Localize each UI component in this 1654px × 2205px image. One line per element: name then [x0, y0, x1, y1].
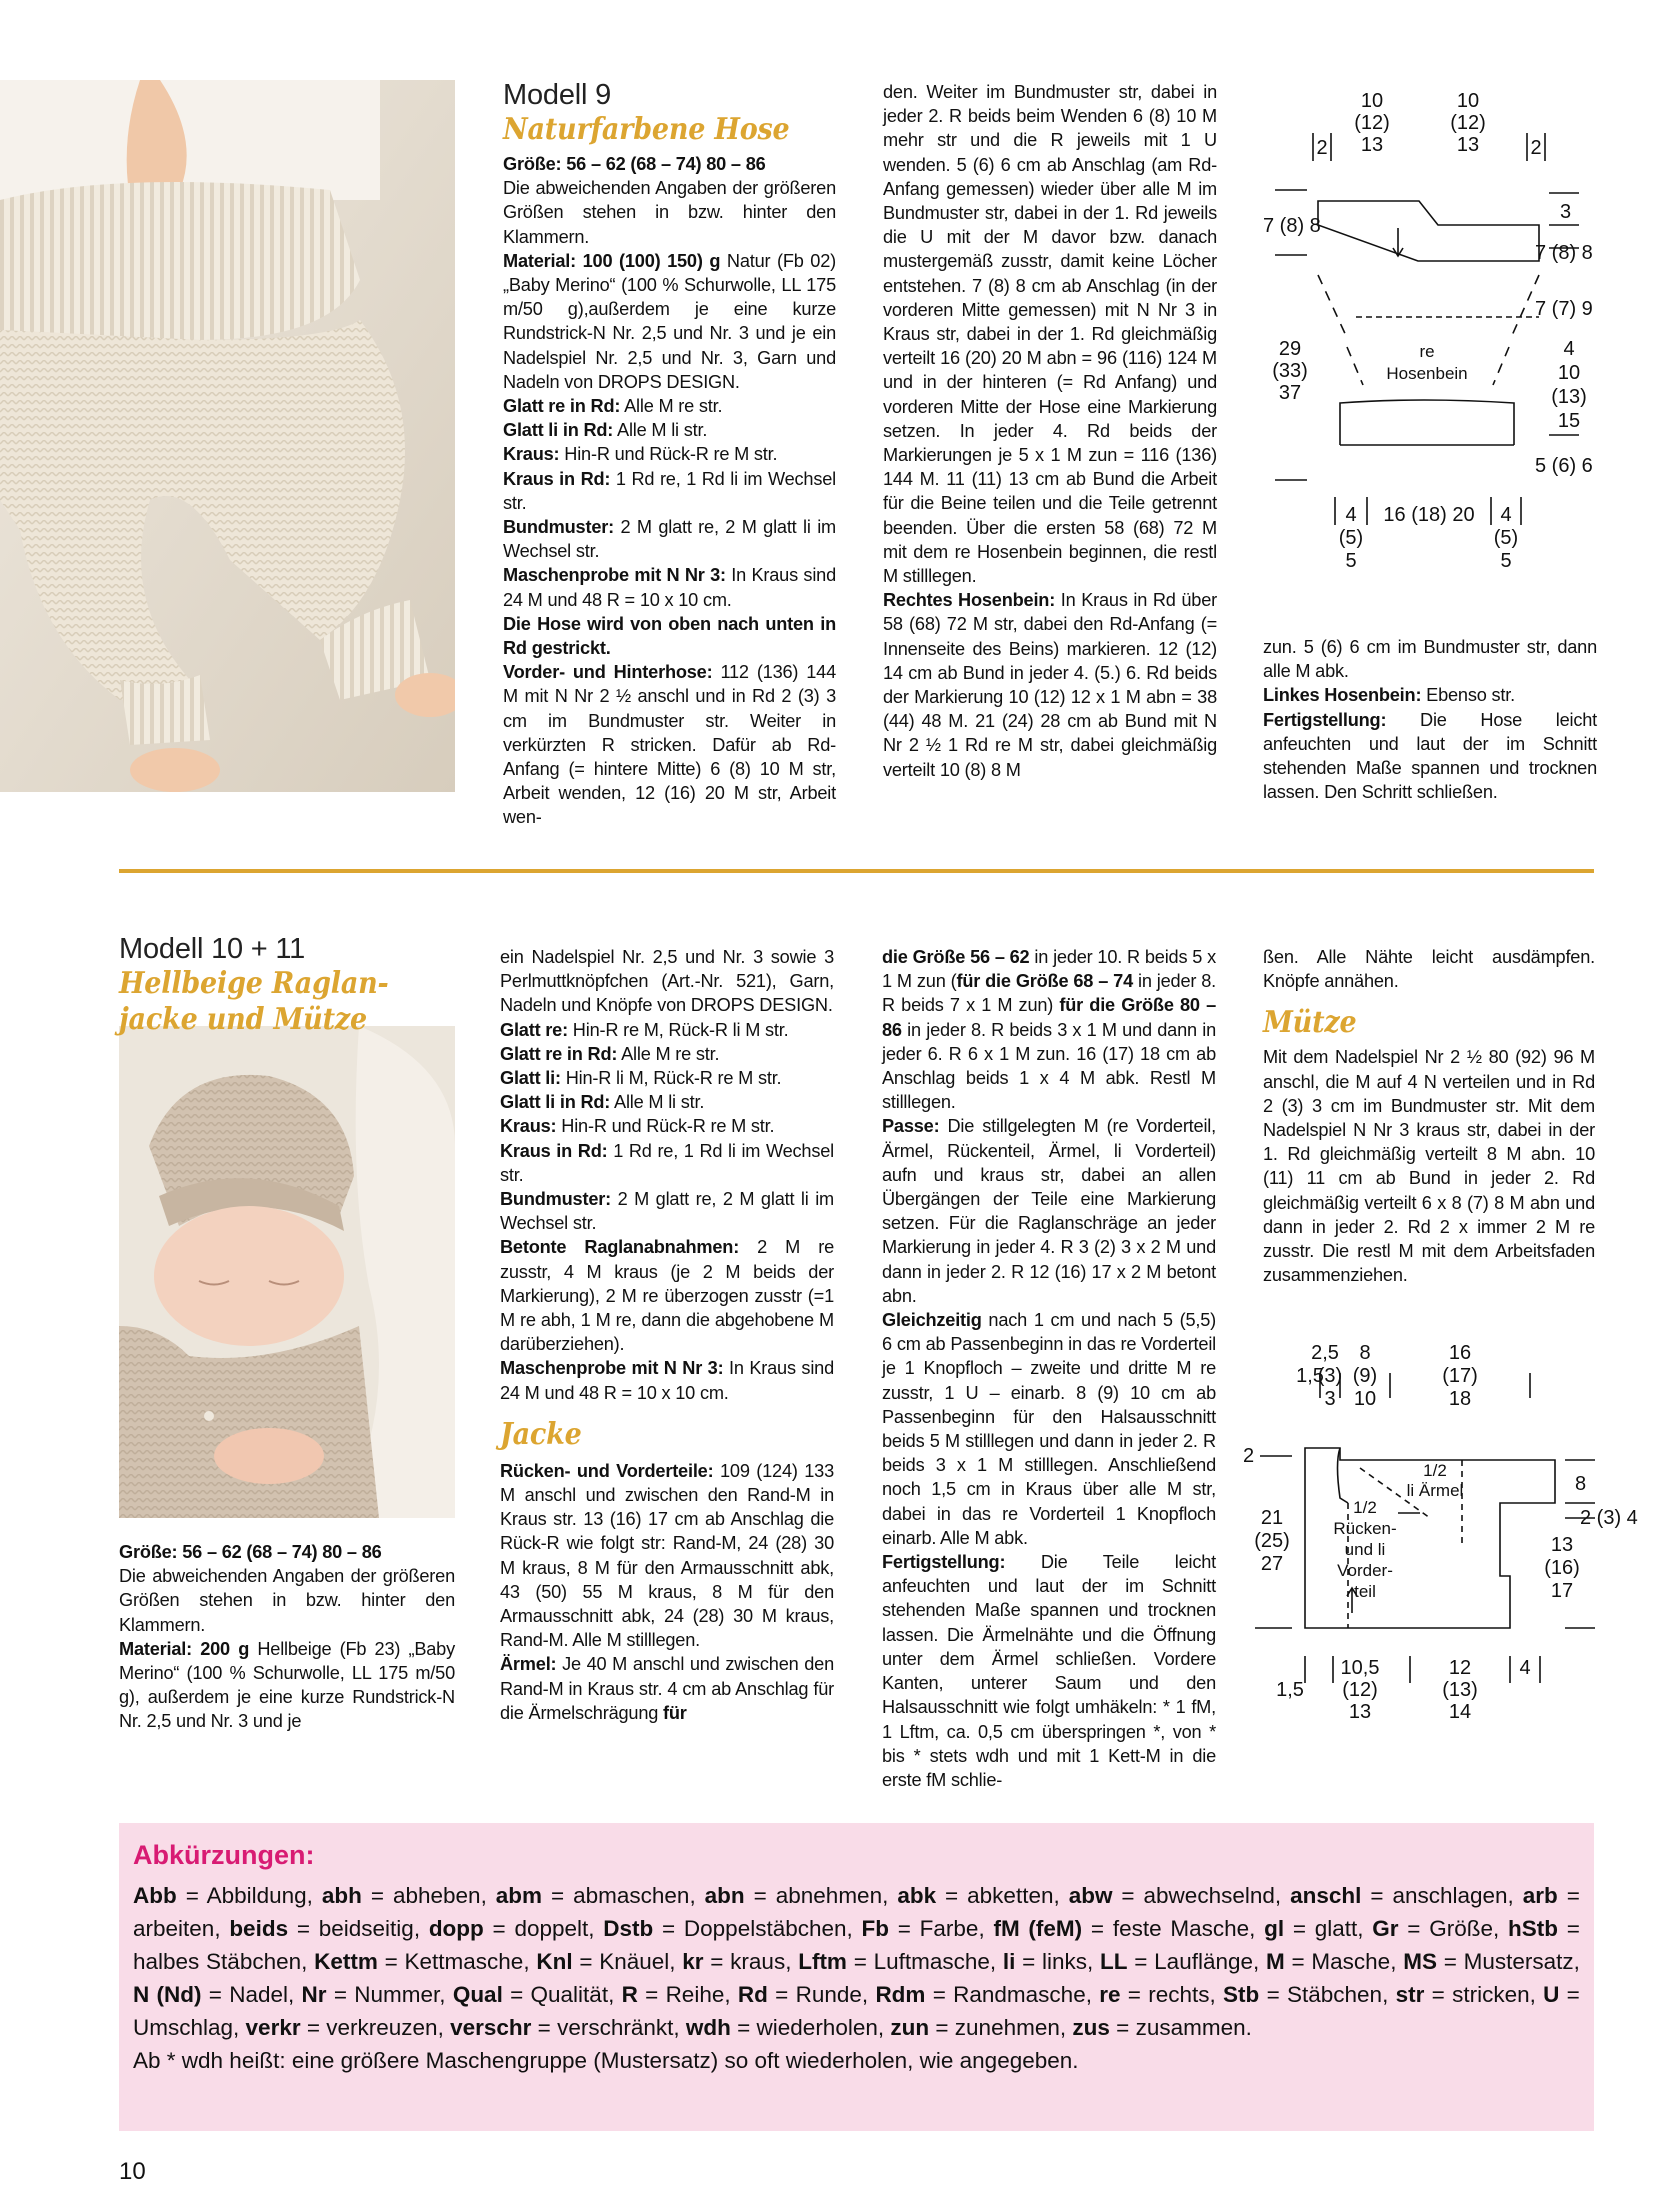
paragraph-text: Alle M re str.	[617, 1043, 720, 1064]
abbreviation-term: li	[1002, 1949, 1016, 1974]
abbreviation-meaning: feste Masche	[1112, 1916, 1250, 1941]
diag-top-right-3: 13	[1456, 134, 1480, 156]
muetze-title: Mütze	[1263, 1005, 1357, 1041]
diag-bottom-left-3: 5	[1345, 550, 1357, 572]
d2-t1-1: 2,5	[1311, 1342, 1339, 1364]
abbreviation-meaning: Lauflänge	[1154, 1949, 1254, 1974]
abbreviation-meaning: Farbe	[919, 1916, 979, 1941]
abbreviation-term: verkr	[245, 2015, 301, 2040]
modell9-title: Modell 9	[503, 79, 612, 111]
diag-left-b-2: (33)	[1272, 360, 1308, 382]
diag-bottom-center: 16 (18) 20	[1383, 504, 1475, 526]
abbreviations-list: Abb = Abbildung, abh = abheben, abm = abmaschen, abn = abnehmen, abk = abketten, abw = abwechselnd, anschl = anschlagen, arb = arbeiten, beids = beidseitig, dopp = doppelt, Dstb = Doppelstäbchen, Fb = Farbe, fM (feM) = feste Masche, gl = glatt, Gr = Größe, hStb = halbes Stäbchen, Kettm = Kettmasche, Knl = Knäuel, kr = kraus, Lftm = Luftmasche, li = links, LL = Lauflänge, M = Masche, MS = Mustersatz, N (Nd) = Nadel, Nr = Nummer, Qual = Qualität, R = Reihe, Rd = Runde, Rdm = Randmasche, re = rechts, Stb = Stäbchen, str = stricken, U = Umschlag, verkr = verkreuzen, verschr = verschränkt, wdh = wiederholen, zun = zunehmen, zus = zusammen.	[133, 1883, 1580, 2040]
bold-lead: Die Hose wird von oben nach unten in Rd gestrickt.	[503, 613, 836, 659]
abbreviation-term: abw	[1068, 1883, 1113, 1908]
diag-right-b: 7 (7) 9	[1535, 298, 1593, 320]
bold-lead: Glatt re in Rd:	[503, 396, 621, 417]
bold-lead: Material: 100 (100) 150) g	[503, 250, 721, 271]
bold-lead: Größe: 56 – 62 (68 – 74) 80 – 86	[503, 154, 766, 174]
paragraph-text: Hin-R und Rück-R re M str.	[556, 1116, 775, 1137]
d2-b3: 4	[1519, 1657, 1531, 1679]
abbreviation-meaning: Nummer	[354, 1982, 440, 2007]
abbreviation-meaning: Randmasche	[953, 1982, 1086, 2007]
modell9-text-1	[503, 152, 836, 830]
modell10-column-1	[119, 1540, 455, 1734]
diag-right-c-1: 4	[1563, 338, 1575, 360]
diag-right-c-2: 10	[1557, 362, 1581, 384]
bold-lead: Glatt li:	[500, 1068, 561, 1089]
diag-top-left-3: 13	[1360, 134, 1384, 156]
bold-lead: Glatt li in Rd:	[500, 1092, 611, 1113]
abbreviation-meaning: verschränkt	[557, 2015, 674, 2040]
jacket-pattern-diagram	[1240, 1338, 1654, 1738]
bold-lead: Maschenprobe mit N Nr 3:	[503, 565, 726, 586]
abbreviation-meaning: abmaschen	[573, 1883, 690, 1908]
diag-left-b-1: 29	[1278, 338, 1302, 360]
abbreviation-term: Knl	[536, 1949, 573, 1974]
d2-back-2: Rücken-	[1333, 1519, 1397, 1538]
paragraph-text: 112 (136) 144 M mit N Nr 2 ½ anschl und in Rd 2 (3) 3 cm im Bundmuster str. Weiter in verkürzten R stricken. Dafür ab Rd-Anfang (= hintere Mitte) 6 (8) 10 M str, Arbeit wenden, 12 (16) 20 M str, Arbeit wen-	[503, 662, 836, 828]
abbreviation-term: arb	[1522, 1883, 1558, 1908]
bold-lead: Glatt li in Rd:	[503, 420, 614, 441]
abbreviation-term: LL	[1100, 1949, 1128, 1974]
abbreviations-box	[119, 1823, 1594, 2131]
d2-left-21-3: 27	[1260, 1553, 1284, 1575]
paragraph-text: Alle M re str.	[620, 396, 723, 417]
modell9-column-1	[503, 78, 836, 830]
abbreviation-meaning: abheben	[392, 1883, 481, 1908]
abbreviation-term: Dstb	[603, 1916, 654, 1941]
bold-lead: Rücken- und Vorderteile:	[500, 1460, 714, 1481]
bold-lead: Rechtes Hosenbein:	[883, 590, 1056, 611]
bold-lead: Fertigstellung:	[1263, 709, 1387, 730]
abbreviation-term: M	[1266, 1949, 1285, 1974]
modell10-heading	[119, 932, 455, 1038]
abbreviation-meaning: beidseitig	[318, 1916, 414, 1941]
d2-t2-2: (3)	[1317, 1365, 1343, 1387]
paragraph-text: 1 Rd re, 1 Rd li im Wechsel str.	[500, 1140, 834, 1185]
jacke-title: Jacke	[500, 1416, 582, 1452]
d2-back-3: und li	[1344, 1540, 1386, 1559]
d2-t2-1: 1,5	[1296, 1365, 1324, 1387]
bold-lead: Gleichzeitig	[882, 1310, 982, 1331]
modell10-column-2	[500, 945, 834, 1725]
bold-lead: Kraus in Rd:	[500, 1140, 608, 1161]
bold-lead: Bundmuster:	[503, 517, 614, 538]
bold-lead: Kraus:	[500, 1116, 557, 1137]
abbreviation-meaning: Luftmasche	[873, 1949, 990, 1974]
d2-back-1: 1/2	[1353, 1498, 1377, 1517]
diag-bottom-right-2: (5)	[1493, 527, 1519, 549]
abbreviation-meaning: zusammen	[1135, 2015, 1246, 2040]
d2-tr-2: (17)	[1442, 1365, 1478, 1387]
d2-sleeve-1: 1/2	[1423, 1461, 1447, 1480]
abbreviation-meaning: doppelt	[514, 1916, 589, 1941]
abbreviation-term: Stb	[1223, 1982, 1260, 2007]
bold-lead: Glatt re:	[500, 1019, 568, 1040]
diag-top-right-1: 10	[1456, 90, 1480, 112]
abbreviation-meaning: abwechselnd	[1143, 1883, 1275, 1908]
paragraph-text: Hellbeige (Fb 23) „Baby Merino“ (100 % Schurwolle, LL 175 m/50 g), außerdem je eine kurze Rundstrick-N Nr. 2,5 und Nr. 3 und je	[119, 1638, 455, 1732]
paragraph-text: Die Teile leicht anfeuchten und laut der im Schnitt stehenden Maße spannen und trocknen lassen. Die Ärmelnähte und die Öffnung unter dem Ärmel schließen. Vordere Kanten, unterer Saum und den Halsausschnitt wie folgt umhäkeln: * 1 fM, 1 Lftm, ca. 0,5 cm überspringen *, von * bis * stets wdh und mit 1 Kett-M in die erste fM schlie-	[882, 1552, 1216, 1790]
bold-lead: Linkes Hosenbein:	[1263, 685, 1422, 706]
paragraph-text: Die stillgelegten M (re Vorderteil, Ärmel, Rückenteil, Ärmel, li Vorderteil) aufn und kraus str, dabei an allen Übergängen der Teile eine Markierung setzen. Für die Raglanschräge an jeder Markierung in jeder 4. R 3 (2) 3 x 2 M und dann in jeder 2. R 12 (16) 17 x 2 M betont abn.	[882, 1116, 1216, 1306]
paragraph-text: Die abweichenden Angaben der größeren Größen stehen in bzw. hinter den Klammern.	[503, 178, 836, 247]
diag-bottom-left-2: (5)	[1338, 527, 1364, 549]
abbreviation-term: zun	[890, 2015, 930, 2040]
d2-left-21-1: 21	[1260, 1507, 1284, 1529]
abbreviation-term: re	[1099, 1982, 1121, 2007]
bold-lead: die Größe 56 – 62	[882, 947, 1030, 967]
abbreviation-term: Gr	[1372, 1916, 1399, 1941]
abbreviation-term: fM (feM)	[993, 1916, 1083, 1941]
modell9-column-2	[883, 80, 1217, 782]
d2-right-8: 8	[1575, 1473, 1587, 1495]
abbreviation-term: abk	[897, 1883, 937, 1908]
d2-b2-1: 12	[1448, 1657, 1472, 1679]
modell10-text-2b	[500, 1459, 834, 1725]
abbreviation-term: Rd	[737, 1982, 768, 2007]
abbreviation-meaning: Abbildung	[206, 1883, 307, 1908]
paragraph-text: in jeder 8. R beids 3 x 1 M und dann in jeder 6. R 6 x 1 M zun. 16 (17) 18 cm ab Anschlag beids 1 x 4 M abk. Restl M stilllegen.	[882, 1019, 1216, 1113]
modell9-subtitle: Naturfarbene Hose	[503, 112, 790, 147]
pants-pattern-diagram	[1255, 85, 1595, 585]
d2-t3-2: 10	[1353, 1388, 1377, 1410]
abbreviation-term: Fb	[861, 1916, 890, 1941]
modell9-column-3	[1263, 635, 1597, 804]
modell10-text-2a	[500, 945, 834, 1405]
paragraph-text: nach 1 cm und nach 5 (5,5) 6 cm ab Passenbeginn in das re Vorderteil je 1 Knopfloch – zweite und dritte M re zusstr, 1 U – einarb. 8 (9) 10 cm ab Passenbeginn für den Halsausschnitt beids 5 M stilllegen und dann in jeder 2. R beids 3 x 1 M stilllegen. Anschließend noch 1,5 cm in Kraus über alle M str, dabei in das re Vorderteil 1 Knopfloch einarb. Alle M abk.	[882, 1310, 1216, 1548]
diag-side-left: 2	[1316, 137, 1328, 159]
photo-baby-pants	[0, 80, 455, 792]
abbreviation-term: R	[621, 1982, 638, 2007]
diag-left-a: 7 (8) 8	[1263, 215, 1321, 237]
bold-lead: Ärmel:	[500, 1654, 557, 1675]
diag-right-3: 3	[1560, 201, 1572, 223]
abbreviation-term: anschl	[1290, 1883, 1362, 1908]
d2-right-13-1: 13	[1550, 1534, 1574, 1556]
d2-tr-1: 16	[1448, 1342, 1472, 1364]
modell10-column-3	[882, 945, 1216, 1792]
bold-lead: Material: 200 g	[119, 1638, 250, 1659]
abbreviation-meaning: anschlagen	[1392, 1883, 1508, 1908]
paragraph-text: Natur (Fb 02) „Baby Merino“ (100 % Schurwolle, LL 175 m/50 g),außerdem je eine kurze Rundstrick-N Nr. 2,5 und Nr. 3 und je ein Nadelspiel Nr. 2,5 und Nr. 3, Garn und Nadeln von DROPS DESIGN.	[503, 250, 836, 392]
abbreviation-term: Qual	[452, 1982, 503, 2007]
d2-right-13-3: 17	[1550, 1580, 1574, 1602]
abbreviation-meaning: Runde	[795, 1982, 862, 2007]
paragraph-text: 2 M re zusstr, 4 M kraus (je 2 M beids der Markierung), 2 M re überzogen zusstr (=1 M re abh, 1 M re, dann die abgehobene M darüberziehen).	[500, 1237, 834, 1355]
paragraph-text: In Kraus sind 24 M und 48 R = 10 x 10 cm.	[500, 1358, 834, 1403]
diag-bottom-right-1: 4	[1500, 504, 1512, 526]
bold-lead: Betonte Raglanabnahmen:	[500, 1237, 740, 1258]
bold-lead: Kraus:	[503, 444, 560, 465]
bold-lead: Maschenprobe mit N Nr 3:	[500, 1358, 724, 1379]
abbreviation-meaning: links	[1042, 1949, 1088, 1974]
abbreviation-term: abn	[704, 1883, 745, 1908]
d2-b1-2: (12)	[1342, 1679, 1378, 1701]
paragraph-text: Ebenso str.	[1421, 685, 1515, 706]
abbreviation-term: gl	[1264, 1916, 1285, 1941]
bold-lead: Passe:	[882, 1116, 940, 1137]
modell10-text-1	[119, 1540, 455, 1734]
diag-left-b-3: 37	[1278, 382, 1302, 404]
modell10-text-4a: ßen. Alle Nähte leicht ausdämpfen. Knöpfe annähen.	[1263, 947, 1595, 992]
bold-lead: für die Größe 68 – 74	[956, 971, 1133, 992]
diag-right-d: 5 (6) 6	[1535, 455, 1593, 477]
paragraph-text: den. Weiter im Bundmuster str, dabei in jeder 2. R beids beim Wenden 6 (8) 10 M mehr str und die R jeweils mit 1 U wenden. 5 (6) 6 cm ab Anschlag (am Rd-Anfang gemessen) wieder über alle M im Bundmuster str, dabei in der 1. Rd jeweils die U mit der M davor bzw. danach mustergemäß zusstr, damit keine Löcher entstehen. 7 (8) 8 cm ab Anschlag (in der vorderen Mitte gemessen) mit N Nr 3 in Kraus str, dabei in der 1. Rd gleichmäßig verteilt 16 (20) 20 M abn = 96 (116) 124 M und in der hinteren (= Rd Anfang) und vorderen Mitte der Hose eine Markierung setzen. In jeder 4. Rd beids der Markierungen je 5 x 1 M zun = 116 (136) 144 M. 11 (11) 13 cm ab Bund die Arbeit für die Beine teilen und die Teile getrennt beenden. Über die ersten 58 (68) 72 M mit dem re Hosenbein beginnen, die restl M stilllegen.	[883, 82, 1217, 587]
bold-lead: Bundmuster:	[500, 1189, 611, 1210]
paragraph-text: 109 (124) 133 M anschl und zwischen den Rand-M in Kraus str. 13 (16) 17 cm ab Anschlag die Rück-R wie folgt str: Rand-M, 24 (28) 30 M kraus, 8 M für den Armausschnitt abk, 43 (50) 55 M kraus, 8 M für den Armausschnitt abk, 24 (28) 30 M kraus, Rand-M. Alle M stilllegen.	[500, 1460, 834, 1651]
d2-b1-1: 10,5	[1340, 1657, 1380, 1679]
diag-top-right-2: (12)	[1450, 112, 1486, 134]
abbreviation-term: abh	[321, 1883, 362, 1908]
abbreviation-meaning: abnehmen	[775, 1883, 883, 1908]
paragraph-text: Je 40 M anschl und zwischen den Rand-M in Kraus str. 4 cm ab Anschlag für die Ärmelschrägung	[500, 1654, 834, 1723]
abbreviation-term: str	[1395, 1982, 1425, 2007]
modell10-subtitle-1: Hellbeige Raglan-	[119, 966, 389, 1001]
diag-center-1: re	[1419, 342, 1435, 361]
abbreviation-meaning: kraus	[730, 1949, 786, 1974]
d2-t1-2: 8	[1359, 1342, 1371, 1364]
abbreviation-meaning: halbes Stäbchen	[133, 1949, 302, 1974]
paragraph-text: 2 M glatt re, 2 M glatt li im Wechsel str.	[500, 1189, 834, 1234]
d2-t3-1: 3	[1324, 1388, 1336, 1410]
abbreviation-term: zus	[1072, 2015, 1110, 2040]
modell10-column-4	[1263, 945, 1595, 1287]
abbreviation-term: abm	[495, 1883, 543, 1908]
abbreviation-meaning: Stäbchen	[1287, 1982, 1383, 2007]
abbreviation-meaning: arbeiten	[133, 1916, 215, 1941]
abbreviation-meaning: Größe	[1429, 1916, 1493, 1941]
abbreviation-meaning: wiederholen	[756, 2015, 878, 2040]
modell10-text-4b: Mit dem Nadelspiel Nr 2 ½ 80 (92) 96 M anschl, die M auf 4 N verteilen und in Rd 2 (3) 3 cm im Bundmuster str. Mit dem Nadelspiel N Nr 3 kraus str, dabei in der 1. Rd gleichmäßig verteilt 8 M abn. 10 (11) 11 cm ab Bund in jeder 2. Rd gleichmäßig verteilt 6 x 8 (7) 8 M abn und dann in jeder 2. Rd 2 x immer 2 M re zusstr. Die restl M mit dem Arbeitsfaden zusammenziehen.	[1263, 1047, 1595, 1286]
diag-right-c-4: 15	[1557, 410, 1581, 432]
abbreviation-term: beids	[229, 1916, 289, 1941]
paragraph-text: In Kraus in Rd über 58 (68) 72 M str, dabei den Rd-Anfang (= Innenseite des Beins) markieren. 12 (12) 14 cm ab Bund in jeder 4. (5.) 6. Rd beids der Markierung 10 (12) 12 x 1 M abn = 38 (44) 48 M. 21 (24) 28 cm ab Bund mit N Nr 2 ½ 1 Rd re M str, dabei gleichmäßig verteilt 10 (8) 8 M	[883, 590, 1217, 780]
d2-back-4: Vorder-	[1337, 1561, 1393, 1580]
modell9-text-2	[883, 80, 1217, 782]
paragraph-text: Die Hose leicht anfeuchten und laut der im Schnitt stehenden Maße spannen und trocknen lassen. Den Schritt schließen.	[1263, 709, 1597, 803]
bold-lead: Größe: 56 – 62 (68 – 74) 80 – 86	[119, 1542, 382, 1562]
bold-lead: Glatt re in Rd:	[500, 1043, 618, 1064]
paragraph-text: in jeder 10. R beids 5 x 1 M zun (	[882, 947, 1216, 992]
abbreviation-term: MS	[1403, 1949, 1437, 1974]
abbreviation-meaning: Knäuel	[599, 1949, 670, 1974]
abbreviation-term: U	[1543, 1982, 1560, 2007]
abbreviation-term: hStb	[1507, 1916, 1558, 1941]
abbreviation-meaning: zunehmen	[954, 2015, 1060, 2040]
diag-bottom-left-1: 4	[1345, 504, 1357, 526]
abbreviation-meaning: Nadel	[229, 1982, 289, 2007]
abbreviation-meaning: abketten	[967, 1883, 1054, 1908]
abbreviation-meaning: Kettmasche	[404, 1949, 524, 1974]
modell10-subtitle-2: jacke und Mütze	[119, 1002, 367, 1037]
modell10-title: Modell 10 + 11	[119, 933, 306, 965]
diag-bottom-right-3: 5	[1500, 550, 1512, 572]
d2-back-5: teil	[1354, 1582, 1376, 1601]
abbreviation-term: dopp	[428, 1916, 484, 1941]
abbreviation-meaning: Mustersatz	[1463, 1949, 1574, 1974]
modell9-text-3	[1263, 635, 1597, 804]
abbreviation-term: verschr	[450, 2015, 532, 2040]
d2-b2-2: (13)	[1442, 1679, 1478, 1701]
paragraph-text: 2 M glatt re, 2 M glatt li im Wechsel str.	[503, 517, 836, 562]
abbreviation-term: wdh	[685, 2015, 731, 2040]
abbreviation-term: Kettm	[314, 1949, 378, 1974]
diag-center-2: Hosenbein	[1386, 364, 1468, 383]
paragraph-text: Die abweichenden Angaben der größeren Größen stehen in bzw. hinter den Klammern.	[119, 1566, 455, 1635]
abbreviations-title: Abkürzungen:	[133, 1840, 315, 1870]
abbreviation-term: Abb	[133, 1883, 177, 1908]
paragraph-text: ein Nadelspiel Nr. 2,5 und Nr. 3 sowie 3 Perlmuttknöpfchen (Art.-Nr. 521), Garn, Nadeln und Knöpfe von DROPS DESIGN.	[500, 947, 834, 1016]
d2-sleeve-2: li Ärmel	[1406, 1481, 1464, 1500]
d2-t2-3: (9)	[1352, 1365, 1378, 1387]
modell10-text-3	[882, 945, 1216, 1792]
bold-lead: Vorder- und Hinterhose:	[503, 662, 713, 683]
abbreviation-meaning: Reihe	[665, 1982, 725, 2007]
abbreviations-note: Ab * wdh heißt: eine größere Maschengruppe (Mustersatz) so oft wiederholen, wie angegeben.	[133, 2048, 1079, 2073]
abbreviation-meaning: Qualität	[530, 1982, 609, 2007]
diag-side-right: 2	[1530, 137, 1542, 159]
d2-right-234: 2 (3) 4	[1580, 1507, 1638, 1529]
bold-lead: für die Größe 80 – 86	[882, 995, 1216, 1040]
d2-b1-3: 13	[1348, 1701, 1372, 1723]
abbreviation-term: Rdm	[875, 1982, 926, 2007]
abbreviation-meaning: verkreuzen	[326, 2015, 438, 2040]
paragraph-text: Alle M li str.	[613, 420, 708, 441]
bold-lead: Kraus in Rd:	[503, 468, 611, 489]
abbreviation-term: N (Nd)	[133, 1982, 202, 2007]
diag-right-c-3: (13)	[1551, 386, 1587, 408]
d2-left-21-2: (25)	[1254, 1530, 1290, 1552]
page-number: 10	[119, 2158, 146, 2185]
abbreviation-term: kr	[682, 1949, 704, 1974]
abbreviation-term: Nr	[301, 1982, 327, 2007]
d2-b1-left: 1,5	[1276, 1679, 1304, 1701]
paragraph-text: Alle M li str.	[610, 1092, 705, 1113]
section-divider	[119, 869, 1594, 873]
diag-top-left-2: (12)	[1354, 112, 1390, 134]
abbreviation-meaning: stricken	[1452, 1982, 1530, 2007]
bold-lead: Fertigstellung:	[882, 1552, 1006, 1573]
abbreviation-meaning: rechts	[1148, 1982, 1210, 2007]
abbreviation-meaning: Umschlag	[133, 2015, 234, 2040]
d2-right-13-2: (16)	[1544, 1557, 1580, 1579]
paragraph-text: 1 Rd re, 1 Rd li im Wechsel str.	[503, 468, 836, 513]
photo-baby-jacket-hat	[119, 1026, 455, 1518]
paragraph-text: Hin-R und Rück-R re M str.	[559, 444, 778, 465]
abbreviation-term: Lftm	[798, 1949, 847, 1974]
paragraph-text: in jeder 8. R beids 7 x 1 M zun)	[882, 971, 1216, 1016]
d2-tr-3: 18	[1448, 1388, 1472, 1410]
paragraph-text: Hin-R re M, Rück-R li M str.	[567, 1019, 789, 1040]
diag-right-a: 7 (8) 8	[1535, 242, 1593, 264]
abbreviation-meaning: Doppelstäbchen	[683, 1916, 847, 1941]
d2-left-2: 2	[1243, 1445, 1255, 1467]
paragraph-text: Hin-R li M, Rück-R re M str.	[560, 1068, 782, 1089]
abbreviation-meaning: glatt	[1314, 1916, 1358, 1941]
d2-b2-3: 14	[1448, 1701, 1472, 1723]
abbreviation-meaning: Masche	[1311, 1949, 1391, 1974]
diag-top-left-1: 10	[1360, 90, 1384, 112]
paragraph-text: In Kraus sind 24 M und 48 R = 10 x 10 cm.	[503, 565, 836, 610]
paragraph-text: zun. 5 (6) 6 cm im Bundmuster str, dann alle M abk.	[1263, 637, 1597, 682]
bold-lead: für	[663, 1702, 687, 1723]
